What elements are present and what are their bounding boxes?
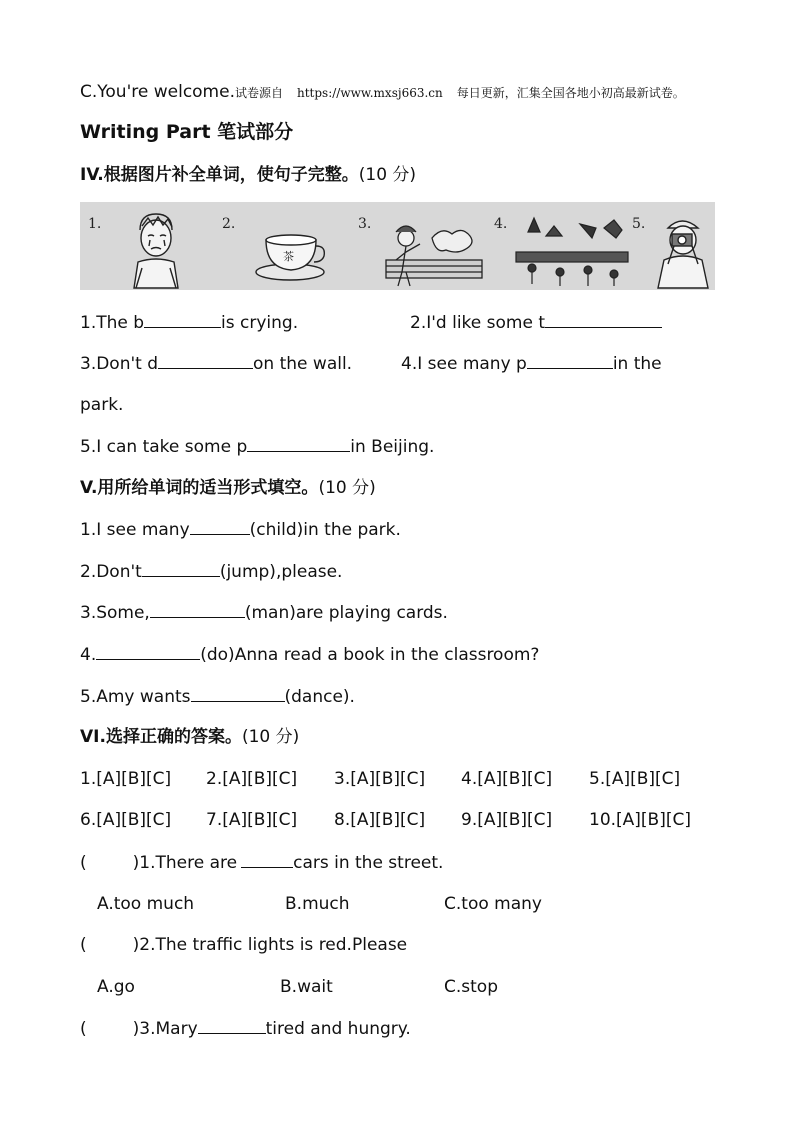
- s6-q1-line: [80, 851, 443, 874]
- people-in-park-picture: [516, 218, 628, 286]
- section6-title: VI.选择正确的答案。: [80, 727, 242, 747]
- s4-q2-text: 2.I'd like some t: [410, 313, 545, 333]
- crying-boy-picture: [134, 214, 178, 288]
- answer-choice-7[interactable]: 7.[A][B][C]: [206, 810, 298, 830]
- s5-q5-line: [80, 685, 355, 708]
- s6-q1-option-c[interactable]: C.too many: [444, 894, 542, 914]
- s5-q5-blank[interactable]: [191, 685, 285, 702]
- answer-choice-1[interactable]: 1.[A][B][C]: [80, 769, 172, 789]
- source-line: [80, 81, 685, 104]
- s5-q3-text: 3.Some,: [80, 603, 150, 623]
- tea-cup-picture: [256, 235, 324, 280]
- s4-q3-line: [80, 352, 352, 375]
- drawing-on-wall-picture: [386, 226, 482, 286]
- s6-q3-blank[interactable]: [198, 1017, 266, 1034]
- s4-q4-rest: in the: [612, 354, 662, 374]
- answer-choice-9[interactable]: 9.[A][B][C]: [461, 810, 553, 830]
- s5-q2-blank[interactable]: [142, 560, 220, 577]
- s6-q3-rest: tired and hungry.: [265, 1019, 411, 1039]
- tea-char: 茶: [283, 250, 294, 263]
- s6-q1-rest: cars in the street.: [293, 853, 444, 873]
- answer-choice-4[interactable]: 4.[A][B][C]: [461, 769, 553, 789]
- s4-q3-rest: on the wall.: [253, 354, 353, 374]
- section4-heading: [80, 164, 416, 186]
- answer-choice-5[interactable]: 5.[A][B][C]: [589, 769, 681, 789]
- s4-q1-blank[interactable]: [144, 311, 221, 328]
- s5-q1-rest: (child)in the park.: [249, 520, 401, 540]
- s6-q2-text: )2.The traffic lights is red.Please: [132, 935, 408, 955]
- s6-q1-open-paren: (: [80, 853, 87, 873]
- pic-number-1: 1.: [88, 216, 102, 232]
- s4-q3-text: 3.Don't d: [80, 354, 159, 374]
- s6-q2-line: [80, 934, 407, 956]
- s6-q2-option-c[interactable]: C.stop: [444, 977, 498, 997]
- s5-q2-text: 2.Don't: [80, 562, 142, 582]
- pic-number-5: 5.: [632, 216, 646, 232]
- s4-q5-blank[interactable]: [247, 435, 350, 452]
- s4-q4-continued: park.: [80, 395, 124, 415]
- answer-choice-10[interactable]: 10.[A][B][C]: [589, 810, 691, 830]
- pic-number-2: 2.: [222, 216, 236, 232]
- section5-points: (10 分): [318, 478, 376, 498]
- s5-q2-line: [80, 560, 342, 583]
- source-label: 试卷源自: [234, 86, 283, 100]
- s5-q3-line: [80, 601, 448, 624]
- s4-q1-rest: is crying.: [221, 313, 299, 333]
- answer-choice-8[interactable]: 8.[A][B][C]: [334, 810, 426, 830]
- s5-q2-rest: (jump),please.: [219, 562, 343, 582]
- s4-q4-blank[interactable]: [527, 352, 613, 369]
- s5-q3-rest: (man)are playing cards.: [244, 603, 448, 623]
- s6-q2-option-b[interactable]: B.wait: [280, 977, 333, 997]
- section4-title: IV.根据图片补全单词，使句子完整。: [80, 165, 359, 185]
- section6-heading: [80, 726, 299, 748]
- s5-q5-text: 5.Amy wants: [80, 687, 191, 707]
- s6-q3-open-paren: (: [80, 1019, 87, 1039]
- answer-choice-3[interactable]: 3.[A][B][C]: [334, 769, 426, 789]
- source-slogan: 每日更新，汇集全国各地小初高最新试卷。: [456, 86, 685, 100]
- s6-q3-text: )3.Mary: [132, 1019, 198, 1039]
- section6-points: (10 分): [241, 727, 300, 747]
- s5-q5-rest: (dance).: [284, 687, 355, 707]
- s4-q5-text: 5.I can take some p: [80, 437, 248, 457]
- answer-choice-6[interactable]: 6.[A][B][C]: [80, 810, 172, 830]
- s6-q1-blank[interactable]: [241, 851, 293, 868]
- pic-number-4: 4.: [494, 216, 508, 232]
- section5-heading: [80, 477, 376, 499]
- picture-strip: [80, 202, 715, 290]
- s5-q4-text: 4.: [80, 645, 97, 665]
- source-url[interactable]: https://www.mxsj663.cn: [297, 86, 443, 100]
- s5-q1-line: [80, 518, 401, 541]
- s6-q2-option-a[interactable]: A.go: [97, 977, 135, 997]
- s6-q1-option-a[interactable]: A.too much: [97, 894, 195, 914]
- s6-q3-line: [80, 1017, 411, 1040]
- s4-q1-line: [80, 311, 298, 334]
- pic-number-3: 3.: [358, 216, 372, 232]
- s4-q1-text: 1.The b: [80, 313, 145, 333]
- s4-q5-line: [80, 435, 434, 458]
- top-prefix: C.You're welcome.: [80, 82, 235, 102]
- s4-q5-rest: in Beijing.: [350, 437, 435, 457]
- writing-title: Writing Part 笔试部分: [80, 121, 294, 143]
- s4-q2-blank[interactable]: [545, 311, 662, 328]
- s5-q4-rest: (do)Anna read a book in the classroom?: [200, 645, 540, 665]
- s5-q1-text: 1.I see many: [80, 520, 190, 540]
- s4-q3-blank[interactable]: [158, 352, 253, 369]
- section4-points: (10 分): [358, 165, 417, 185]
- s4-q4-line: [401, 352, 662, 375]
- s5-q1-blank[interactable]: [190, 518, 250, 535]
- s6-q1-option-b[interactable]: B.much: [285, 894, 350, 914]
- picture-strip-svg: [80, 202, 715, 290]
- s5-q3-blank[interactable]: [150, 601, 245, 618]
- s5-q4-blank[interactable]: [96, 643, 200, 660]
- s4-q2-line: [410, 311, 662, 334]
- s6-q1-text: )1.There are: [132, 853, 238, 873]
- s6-q2-open-paren: (: [80, 935, 87, 955]
- taking-photo-picture: [658, 221, 708, 288]
- answer-choice-2[interactable]: 2.[A][B][C]: [206, 769, 298, 789]
- s4-q4-text: 4.I see many p: [401, 354, 527, 374]
- section5-title: V.用所给单词的适当形式填空。: [80, 478, 319, 498]
- s5-q4-line: [80, 643, 539, 666]
